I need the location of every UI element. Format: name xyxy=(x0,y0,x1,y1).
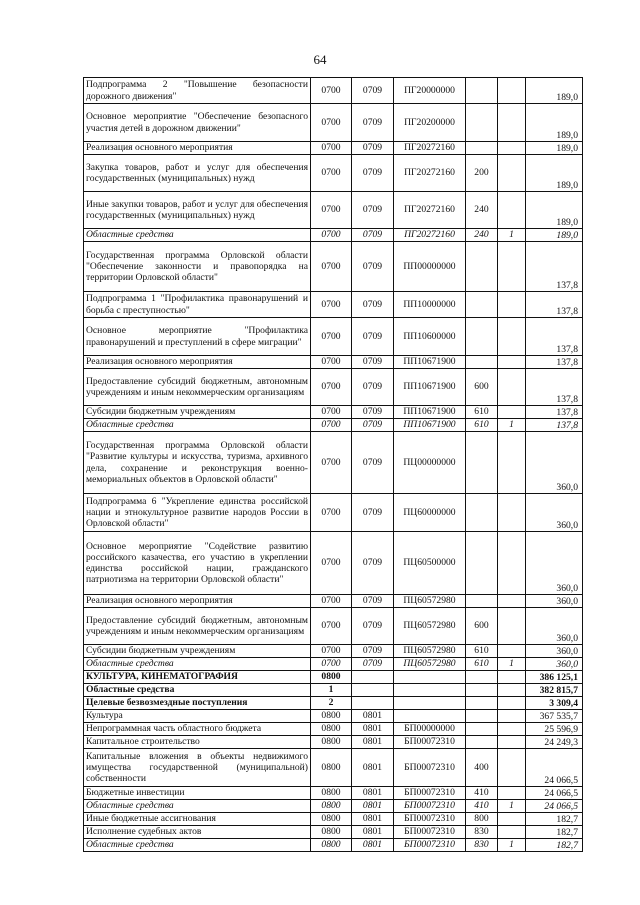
cell-amount: 24 066,5 xyxy=(526,787,583,800)
cell-name: Областные средства xyxy=(84,419,311,432)
cell-subsection: 0709 xyxy=(352,419,394,432)
cell-target-item: ПЦ60572980 xyxy=(394,595,466,608)
cell-target-item: БП00072310 xyxy=(394,839,466,852)
cell-section: 0700 xyxy=(311,532,352,595)
cell-expense-type xyxy=(466,532,498,595)
cell-amount: 137,8 xyxy=(526,318,583,356)
cell-section: 0800 xyxy=(311,826,352,839)
cell-expense-type xyxy=(466,78,498,104)
cell-subsection: 0801 xyxy=(352,749,394,787)
cell-amount: 189,0 xyxy=(526,104,583,142)
cell-expense-type: 610 xyxy=(466,658,498,671)
cell-subsection: 0709 xyxy=(352,645,394,658)
cell-amount: 189,0 xyxy=(526,229,583,242)
cell-subsection: 0801 xyxy=(352,813,394,826)
cell-amount: 360,0 xyxy=(526,608,583,645)
cell-expense-type xyxy=(466,318,498,356)
cell-name: Капитальные вложения в объекты недвижимого имущества государственной (муниципальной) собственности xyxy=(84,749,311,787)
cell-amount: 182,7 xyxy=(526,813,583,826)
cell-expense-type: 410 xyxy=(466,800,498,813)
cell-section: 0700 xyxy=(311,229,352,242)
cell-source: 1 xyxy=(498,419,526,432)
cell-name: Основное мероприятие "Обеспечение безопасного участия детей в дорожном движении" xyxy=(84,104,311,142)
cell-source xyxy=(498,749,526,787)
table-row xyxy=(84,800,583,813)
cell-name: Бюджетные инвестиции xyxy=(84,787,311,800)
cell-section: 0800 xyxy=(311,839,352,852)
cell-amount: 137,8 xyxy=(526,292,583,318)
cell-amount: 189,0 xyxy=(526,155,583,192)
table-row xyxy=(84,532,583,595)
table-row xyxy=(84,595,583,608)
table-row xyxy=(84,671,583,684)
cell-name: Основное мероприятие "Профилактика правонарушений и преступлений в сфере миграции" xyxy=(84,318,311,356)
cell-source xyxy=(498,608,526,645)
cell-source xyxy=(498,318,526,356)
table-row xyxy=(84,608,583,645)
cell-amount: 137,8 xyxy=(526,356,583,369)
cell-source: 1 xyxy=(498,658,526,671)
cell-name: Предоставление субсидий бюджетным, автономным учреждениям и иным некоммерческим организациям xyxy=(84,608,311,645)
cell-expense-type xyxy=(466,684,498,697)
cell-source xyxy=(498,432,526,494)
cell-subsection: 0801 xyxy=(352,723,394,736)
cell-amount: 360,0 xyxy=(526,595,583,608)
cell-target-item: ПГ20272160 xyxy=(394,155,466,192)
cell-subsection: 0709 xyxy=(352,595,394,608)
cell-amount: 360,0 xyxy=(526,432,583,494)
cell-expense-type xyxy=(466,432,498,494)
cell-source xyxy=(498,78,526,104)
cell-name: Подпрограмма 2 "Повышение безопасности дорожного движения" xyxy=(84,78,311,104)
cell-name: КУЛЬТУРА, КИНЕМАТОГРАФИЯ xyxy=(84,671,311,684)
cell-expense-type: 610 xyxy=(466,645,498,658)
cell-expense-type: 200 xyxy=(466,155,498,192)
cell-subsection: 0801 xyxy=(352,839,394,852)
cell-section: 0700 xyxy=(311,494,352,532)
table-row xyxy=(84,645,583,658)
cell-name: Областные средства xyxy=(84,658,311,671)
cell-expense-type xyxy=(466,242,498,292)
cell-source xyxy=(498,697,526,710)
cell-source xyxy=(498,787,526,800)
cell-section: 0800 xyxy=(311,710,352,723)
cell-source xyxy=(498,671,526,684)
cell-source xyxy=(498,826,526,839)
cell-source xyxy=(498,595,526,608)
table-row xyxy=(84,697,583,710)
cell-target-item: ПГ20000000 xyxy=(394,78,466,104)
cell-amount: 386 125,1 xyxy=(526,671,583,684)
cell-target-item: ПГ20272160 xyxy=(394,229,466,242)
cell-source xyxy=(498,242,526,292)
table-row xyxy=(84,155,583,192)
cell-subsection: 0709 xyxy=(352,142,394,155)
cell-name: Целевые безвозмездные поступления xyxy=(84,697,311,710)
page-number: 64 xyxy=(313,52,327,67)
table-row xyxy=(84,229,583,242)
cell-amount: 137,8 xyxy=(526,419,583,432)
cell-subsection: 0709 xyxy=(352,318,394,356)
cell-target-item xyxy=(394,697,466,710)
cell-amount: 189,0 xyxy=(526,78,583,104)
cell-amount: 182,7 xyxy=(526,826,583,839)
cell-name: Областные средства xyxy=(84,800,311,813)
cell-section: 0700 xyxy=(311,432,352,494)
cell-expense-type xyxy=(466,736,498,749)
cell-subsection: 0709 xyxy=(352,532,394,595)
cell-target-item: ПП10671900 xyxy=(394,369,466,406)
cell-amount: 137,8 xyxy=(526,369,583,406)
cell-expense-type xyxy=(466,142,498,155)
table-row xyxy=(84,494,583,532)
cell-source xyxy=(498,142,526,155)
table-row xyxy=(84,192,583,229)
cell-target-item: БП00072310 xyxy=(394,813,466,826)
cell-name: Подпрограмма 1 "Профилактика правонарушений и борьба с преступностью" xyxy=(84,292,311,318)
cell-expense-type: 610 xyxy=(466,419,498,432)
cell-target-item: ПП10671900 xyxy=(394,356,466,369)
cell-amount: 360,0 xyxy=(526,645,583,658)
cell-section: 0700 xyxy=(311,242,352,292)
cell-name: Основное мероприятие "Содействие развитию российского казачества, его участию в укреплении единства российской нации, гражданского патриотизма на территории Орловской области" xyxy=(84,532,311,595)
cell-source xyxy=(498,155,526,192)
cell-amount: 182,7 xyxy=(526,839,583,852)
cell-section: 0800 xyxy=(311,723,352,736)
cell-source xyxy=(498,104,526,142)
cell-source xyxy=(498,710,526,723)
cell-section: 0800 xyxy=(311,787,352,800)
cell-section: 0800 xyxy=(311,736,352,749)
cell-section: 0700 xyxy=(311,419,352,432)
cell-amount: 360,0 xyxy=(526,658,583,671)
cell-amount: 189,0 xyxy=(526,142,583,155)
cell-name: Закупка товаров, работ и услуг для обеспечения государственных (муниципальных) нужд xyxy=(84,155,311,192)
cell-target-item: ПП10000000 xyxy=(394,292,466,318)
cell-source: 1 xyxy=(498,839,526,852)
cell-section: 0700 xyxy=(311,292,352,318)
cell-name: Государственная программа Орловской области "Развитие культуры и искусства, туризма, архивного дела, сохранение и реконструкция военно-мемориальных объектов в Орловской области" xyxy=(84,432,311,494)
cell-amount: 24 249,3 xyxy=(526,736,583,749)
cell-source xyxy=(498,813,526,826)
cell-name: Реализация основного мероприятия xyxy=(84,356,311,369)
cell-expense-type: 410 xyxy=(466,787,498,800)
cell-target-item: ПЦ00000000 xyxy=(394,432,466,494)
cell-expense-type: 240 xyxy=(466,229,498,242)
cell-source xyxy=(498,494,526,532)
cell-subsection: 0709 xyxy=(352,229,394,242)
table-row xyxy=(84,826,583,839)
cell-target-item: БП00000000 xyxy=(394,723,466,736)
cell-expense-type xyxy=(466,723,498,736)
cell-target-item: ПЦ60500000 xyxy=(394,532,466,595)
cell-section: 0700 xyxy=(311,318,352,356)
cell-subsection: 0801 xyxy=(352,826,394,839)
cell-subsection: 0709 xyxy=(352,369,394,406)
table-row xyxy=(84,736,583,749)
cell-source xyxy=(498,369,526,406)
cell-expense-type: 830 xyxy=(466,839,498,852)
cell-name: Предоставление субсидий бюджетным, автономным учреждениям и иным некоммерческим организациям xyxy=(84,369,311,406)
cell-section: 2 xyxy=(311,697,352,710)
cell-section: 0700 xyxy=(311,645,352,658)
table-row xyxy=(84,813,583,826)
cell-section: 0700 xyxy=(311,658,352,671)
table-row xyxy=(84,406,583,419)
table-row xyxy=(84,292,583,318)
cell-subsection: 0709 xyxy=(352,494,394,532)
cell-source xyxy=(498,723,526,736)
cell-target-item: БП00072310 xyxy=(394,736,466,749)
cell-section: 0700 xyxy=(311,608,352,645)
cell-subsection: 0709 xyxy=(352,432,394,494)
cell-amount: 137,8 xyxy=(526,406,583,419)
cell-target-item: ПП10671900 xyxy=(394,419,466,432)
cell-source xyxy=(498,684,526,697)
cell-section: 1 xyxy=(311,684,352,697)
cell-name: Областные средства xyxy=(84,229,311,242)
cell-expense-type: 400 xyxy=(466,749,498,787)
table-row xyxy=(84,242,583,292)
cell-section: 0800 xyxy=(311,800,352,813)
cell-subsection xyxy=(352,697,394,710)
cell-target-item: БП00072310 xyxy=(394,787,466,800)
cell-target-item: ПЦ60572980 xyxy=(394,645,466,658)
cell-expense-type xyxy=(466,292,498,318)
cell-target-item: ПЦ60572980 xyxy=(394,608,466,645)
cell-name: Субсидии бюджетным учреждениям xyxy=(84,645,311,658)
cell-subsection: 0709 xyxy=(352,104,394,142)
cell-section: 0800 xyxy=(311,749,352,787)
cell-subsection: 0709 xyxy=(352,406,394,419)
cell-target-item: БП00072310 xyxy=(394,826,466,839)
cell-source: 1 xyxy=(498,229,526,242)
cell-target-item: ПГ20200000 xyxy=(394,104,466,142)
cell-subsection: 0709 xyxy=(352,155,394,192)
cell-name: Реализация основного мероприятия xyxy=(84,595,311,608)
cell-name: Капитальное строительство xyxy=(84,736,311,749)
cell-target-item: БП00072310 xyxy=(394,800,466,813)
cell-target-item xyxy=(394,671,466,684)
table-row xyxy=(84,432,583,494)
cell-target-item xyxy=(394,710,466,723)
cell-subsection: 0801 xyxy=(352,787,394,800)
cell-expense-type: 240 xyxy=(466,192,498,229)
cell-expense-type: 830 xyxy=(466,826,498,839)
cell-subsection: 0709 xyxy=(352,192,394,229)
cell-expense-type xyxy=(466,710,498,723)
cell-source xyxy=(498,736,526,749)
table-row xyxy=(84,369,583,406)
cell-expense-type: 600 xyxy=(466,369,498,406)
cell-amount: 367 535,7 xyxy=(526,710,583,723)
cell-source xyxy=(498,406,526,419)
cell-subsection: 0801 xyxy=(352,710,394,723)
cell-subsection: 0709 xyxy=(352,608,394,645)
cell-name: Подпрограмма 6 "Укрепление единства российской нации и этнокультурное развитие народов России в Орловской области" xyxy=(84,494,311,532)
cell-subsection xyxy=(352,671,394,684)
cell-amount: 25 596,9 xyxy=(526,723,583,736)
table-row xyxy=(84,749,583,787)
cell-amount: 137,8 xyxy=(526,242,583,292)
cell-amount: 360,0 xyxy=(526,494,583,532)
table-row xyxy=(84,723,583,736)
cell-source xyxy=(498,292,526,318)
cell-amount: 382 815,7 xyxy=(526,684,583,697)
cell-target-item: БП00072310 xyxy=(394,749,466,787)
cell-target-item: ПГ20272160 xyxy=(394,192,466,229)
cell-target-item: ПЦ60000000 xyxy=(394,494,466,532)
table-row xyxy=(84,658,583,671)
table-row xyxy=(84,710,583,723)
cell-target-item: ПГ20272160 xyxy=(394,142,466,155)
cell-source xyxy=(498,192,526,229)
cell-name: Культура xyxy=(84,710,311,723)
cell-expense-type: 800 xyxy=(466,813,498,826)
table-row xyxy=(84,419,583,432)
cell-section: 0700 xyxy=(311,104,352,142)
cell-target-item: ПП00000000 xyxy=(394,242,466,292)
table-row xyxy=(84,104,583,142)
cell-name: Государственная программа Орловской области "Обеспечение законности и правопорядка на территории Орловской области" xyxy=(84,242,311,292)
cell-subsection: 0709 xyxy=(352,78,394,104)
cell-section: 0700 xyxy=(311,406,352,419)
cell-subsection: 0709 xyxy=(352,356,394,369)
cell-source: 1 xyxy=(498,800,526,813)
budget-table xyxy=(83,77,583,852)
table-row xyxy=(84,142,583,155)
cell-target-item: ПЦ60572980 xyxy=(394,658,466,671)
cell-expense-type: 610 xyxy=(466,406,498,419)
cell-source xyxy=(498,532,526,595)
cell-target-item xyxy=(394,684,466,697)
cell-target-item: ПП10671900 xyxy=(394,406,466,419)
cell-expense-type xyxy=(466,671,498,684)
cell-section: 0700 xyxy=(311,78,352,104)
cell-name: Исполнение судебных актов xyxy=(84,826,311,839)
table-row xyxy=(84,318,583,356)
cell-name: Субсидии бюджетным учреждениям xyxy=(84,406,311,419)
cell-source xyxy=(498,645,526,658)
cell-amount: 189,0 xyxy=(526,192,583,229)
cell-expense-type xyxy=(466,356,498,369)
cell-expense-type: 600 xyxy=(466,608,498,645)
cell-amount: 3 309,4 xyxy=(526,697,583,710)
table-row xyxy=(84,356,583,369)
cell-section: 0700 xyxy=(311,155,352,192)
cell-name: Областные средства xyxy=(84,684,311,697)
cell-amount: 24 066,5 xyxy=(526,800,583,813)
cell-section: 0700 xyxy=(311,192,352,229)
cell-section: 0700 xyxy=(311,369,352,406)
cell-section: 0800 xyxy=(311,813,352,826)
table-row xyxy=(84,684,583,697)
cell-name: Областные средства xyxy=(84,839,311,852)
cell-name: Реализация основного мероприятия xyxy=(84,142,311,155)
cell-expense-type xyxy=(466,697,498,710)
cell-expense-type xyxy=(466,494,498,532)
cell-name: Непрограммная часть областного бюджета xyxy=(84,723,311,736)
cell-source xyxy=(498,356,526,369)
cell-subsection: 0709 xyxy=(352,242,394,292)
table-row xyxy=(84,839,583,852)
cell-amount: 360,0 xyxy=(526,532,583,595)
cell-name: Иные бюджетные ассигнования xyxy=(84,813,311,826)
cell-subsection: 0801 xyxy=(352,800,394,813)
cell-name: Иные закупки товаров, работ и услуг для обеспечения государственных (муниципальных) нужд xyxy=(84,192,311,229)
cell-section: 0700 xyxy=(311,356,352,369)
cell-section: 0700 xyxy=(311,595,352,608)
cell-expense-type xyxy=(466,104,498,142)
cell-target-item: ПП10600000 xyxy=(394,318,466,356)
cell-subsection: 0801 xyxy=(352,736,394,749)
cell-amount: 24 066,5 xyxy=(526,749,583,787)
cell-subsection: 0709 xyxy=(352,658,394,671)
cell-subsection: 0709 xyxy=(352,292,394,318)
cell-section: 0800 xyxy=(311,671,352,684)
table-row xyxy=(84,78,583,104)
table-row xyxy=(84,787,583,800)
cell-expense-type xyxy=(466,595,498,608)
cell-section: 0700 xyxy=(311,142,352,155)
cell-subsection xyxy=(352,684,394,697)
